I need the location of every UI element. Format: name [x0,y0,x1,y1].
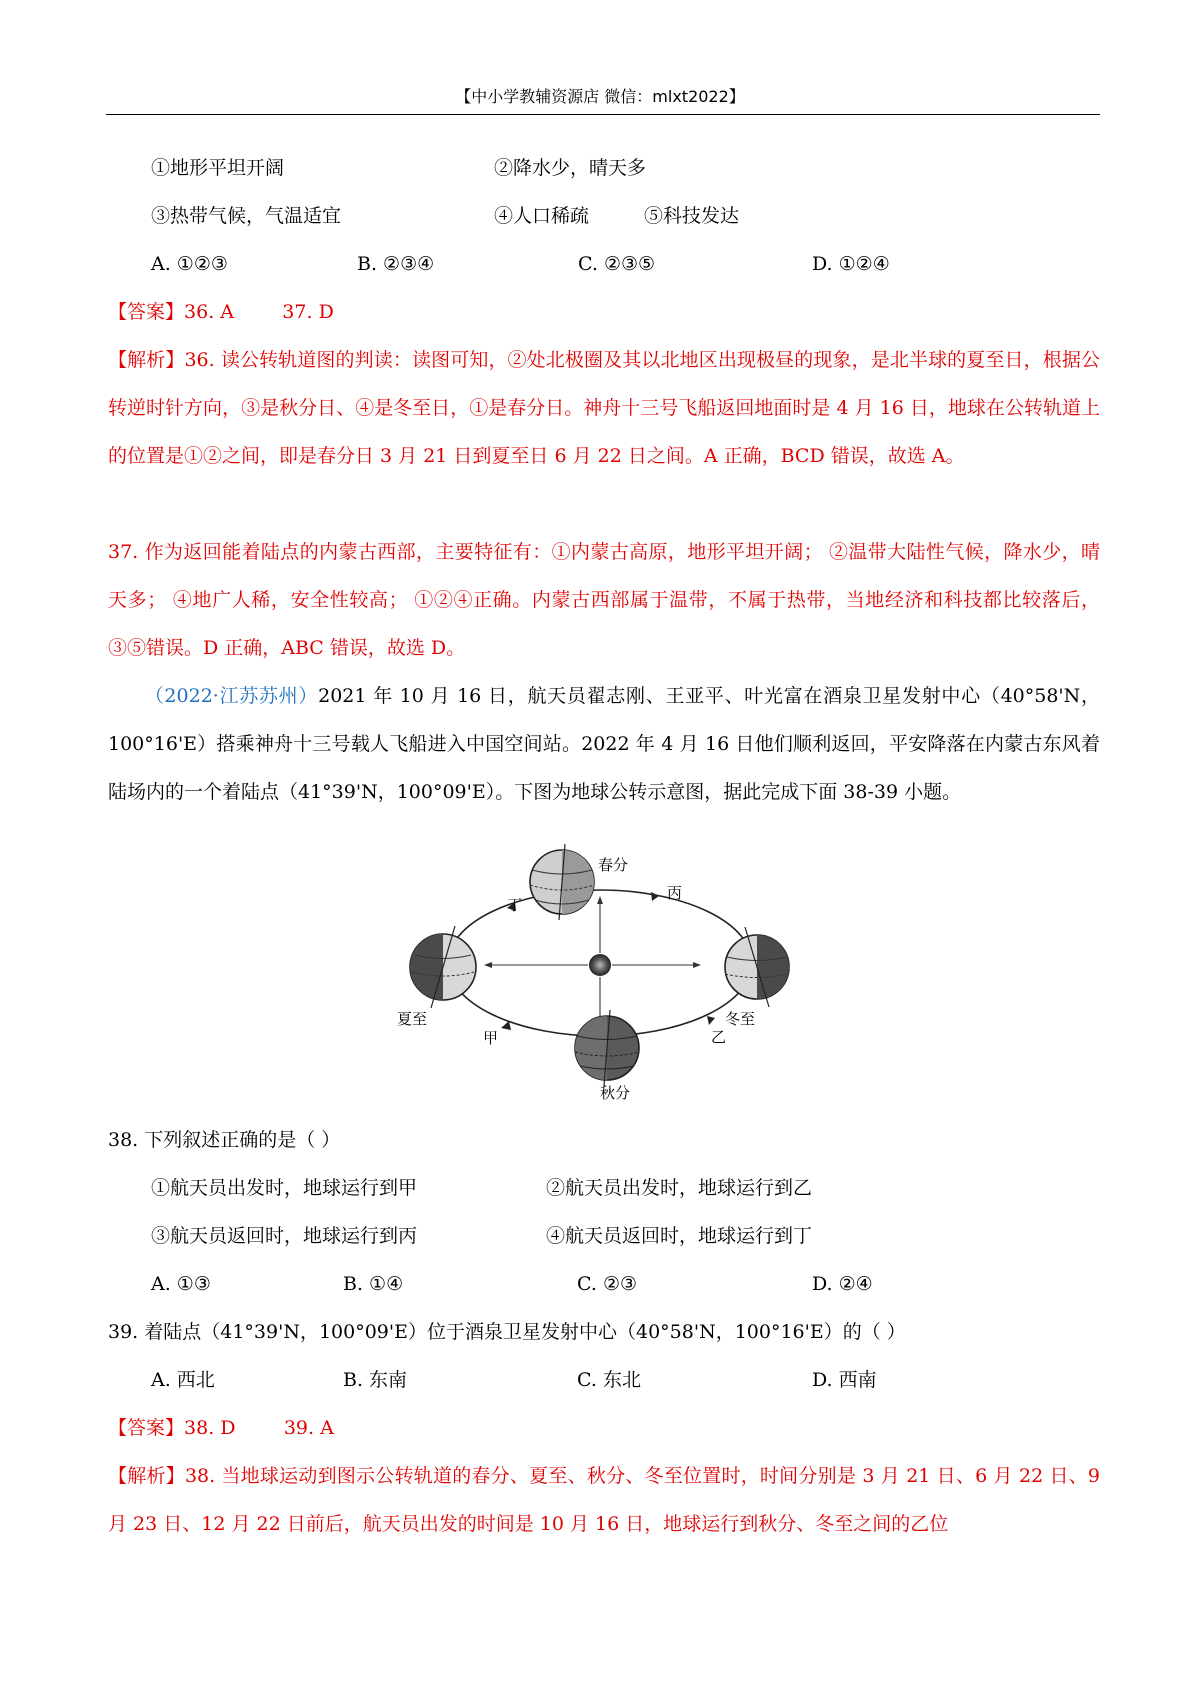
analysis-38-text: 38. 当地球运动到图示公转轨道的春分、夏至、秋分、冬至位置时，时间分别是 3 月 21 日、6 月 22 日、9 月 23 日、12 月 22 日前后，航天员出发的时间是 10 月 16 日，地球运行到秋分、冬至之间的乙位 [108,1465,1100,1535]
q38-option-3: ③航天员返回时，地球运行到丙 [151,1225,418,1247]
sun-icon [589,954,611,976]
globe-winter [725,927,789,1007]
q38-option-1: ①航天员出发时，地球运行到甲 [151,1177,418,1199]
q37-option-3: ③热带气候，气温适宜 [151,205,342,227]
answer-label: 【答案】 [108,1417,185,1439]
q38-choice-c: C. ②③ [577,1273,638,1295]
q37-option-1: ①地形平坦开阔 [151,157,285,179]
answer-label: 【答案】 [108,301,185,323]
analysis-label: 【解析】 [108,349,185,371]
analysis-38 [108,1452,1100,1548]
header-rule [106,114,1100,115]
revolution-svg [397,840,790,1102]
q39-choice-a: A. 西北 [151,1369,215,1391]
question-intro [108,672,1100,816]
q37-choice-a: A. ①②③ [151,253,228,275]
question-intro-text: 2021 年 10 月 16 日，航天员翟志刚、王亚平、叶光富在酒泉卫星发射中心（40°58'N，100°16'E）搭乘神舟十三号载人飞船进入中国空间站。2022 年 4 月 16 日他们顺利返回，平安降落在内蒙古东风着陆场内的一个着陆点（41°39'N，100°09'E）。下图为地球公转示意图，据此完成下面 38-39 小题。 [108,685,1100,803]
earth-revolution-diagram [397,840,790,1102]
q37-choice-c: C. ②③⑤ [578,253,656,275]
label-jia: 甲 [483,1029,499,1047]
q37-choice-d: D. ①②④ [812,253,890,275]
page-header: 【中小学教辅资源店 微信：mlxt2022】 [455,87,745,106]
orbit-arrow-yi [707,1016,715,1025]
label-bing: 丙 [667,884,683,902]
label-summer: 夏至 [397,1010,428,1028]
q38-choice-b: B. ①④ [343,1273,404,1295]
q38-stem: 38. 下列叙述正确的是（ ） [108,1129,341,1151]
q37-option-4: ④人口稀疏 [494,205,590,227]
orbit-arrow-bing [651,892,659,901]
q37-option-5: ⑤科技发达 [644,205,740,227]
answer-block-2 [108,1416,334,1440]
q37-option-2: ②降水少，晴天多 [494,157,647,179]
analysis-37: 37. 作为返回能着陆点的内蒙古西部，主要特征有：①内蒙古高原，地形平坦开阔； ②温带大陆性气候，降水少，晴天多； ④地广人稀，安全性较高； ①②④正确。内蒙古西部属于温带，不属于热带，当地经济和科技都比较落后，③⑤错误。D 正确，ABC 错误，故选 D。 [108,541,1100,659]
globe-spring [530,844,594,920]
globe-summer [410,926,476,1008]
answer-text: 38. D 39. A [184,1417,334,1439]
label-yi: 乙 [711,1028,727,1046]
q39-stem: 39. 着陆点（41°39'N，100°09'E）位于酒泉卫星发射中心（40°58'N，100°16'E）的（ ） [108,1321,906,1343]
analysis-36 [108,336,1100,480]
q38-choice-d: D. ②④ [812,1273,873,1295]
globe-autumn [575,1010,639,1086]
label-spring: 春分 [598,856,629,874]
answer-block-1 [108,300,334,324]
label-winter: 冬至 [725,1010,756,1028]
label-ding: 丁 [507,896,523,914]
analysis-label: 【解析】 [108,1465,185,1487]
q39-choice-c: C. 东北 [577,1369,641,1391]
analysis-36-text: 36. 读公转轨道图的判读：读图可知，②处北极圈及其以北地区出现极昼的现象，是北半球的夏至日，根据公转逆时针方向，③是秋分日、④是冬至日，①是春分日。神舟十三号飞船返回地面时是 4 月 16 日，地球在公转轨道上的位置是①②之间，即是春分日 3 月 21 日到夏至日 6 月 22 日之间。A 正确，BCD 错误，故选 A。 [108,349,1100,467]
answer-text: 36. A 37. D [184,301,334,323]
label-autumn: 秋分 [600,1084,631,1102]
q39-choice-b: B. 东南 [343,1369,408,1391]
q38-choice-a: A. ①③ [151,1273,211,1295]
question-source: （2022·江苏苏州） [144,685,319,707]
q38-option-4: ④航天员返回时，地球运行到丁 [546,1225,813,1247]
q38-option-2: ②航天员出发时，地球运行到乙 [546,1177,813,1199]
q39-choice-d: D. 西南 [812,1369,877,1391]
q37-choice-b: B. ②③④ [357,253,435,275]
